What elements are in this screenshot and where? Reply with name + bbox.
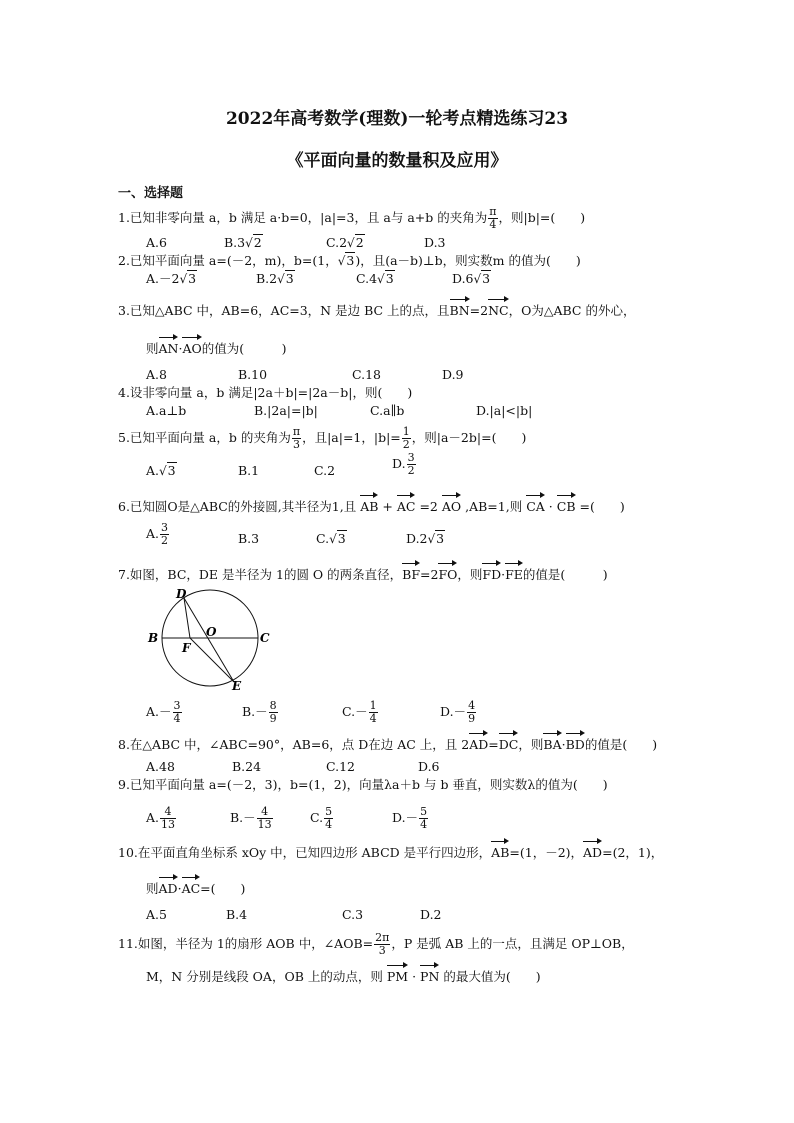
question-4: 4.设非零向量 a，b 满足|2a＋b|=|2a－b|，则( ) <box>118 385 413 400</box>
option-d: D.2 <box>420 907 442 922</box>
section-heading: 一、选择题 <box>118 186 184 201</box>
label-b: B <box>148 631 159 645</box>
option-d: D.3 <box>424 235 446 250</box>
option-b: B.3 <box>238 531 260 546</box>
option-d: D.－ $\frac{4}{9}$ <box>440 699 476 725</box>
option-a: A.－2√3 <box>146 271 197 286</box>
page-title: 2022年高考数学(理数)一轮考点精选练习23 <box>225 109 569 129</box>
option-a: A.5 <box>146 907 167 922</box>
option-c: C.2√2 <box>326 235 364 250</box>
label-f: F <box>182 641 191 655</box>
option-b: B.－ $\frac{4}{13}$ <box>230 805 272 831</box>
option-a: A.－ $\frac{3}{4}$ <box>146 699 181 725</box>
option-d: D.6√3 <box>452 271 491 286</box>
option-a: A. $\frac{4}{13}$ <box>146 805 176 831</box>
option-d: D.2√3 <box>406 531 445 546</box>
question-9: 9.已知平面向量 a=(－2，3)，b=(1，2)，向量λa＋b 与 b 垂直，则实数λ的值为( ) <box>118 777 608 792</box>
question-6: 6.已知圆O是△ABC的外接圆,其半径为1,且 AB + AC =2 AO ,AB=1,则 CA · CB =( ) <box>118 496 625 516</box>
label-d: D <box>176 587 187 601</box>
question-5: 5.已知平面向量 a，b 的夹角为 $\frac{\pi}{3}$ ，且|a|=1，|b|= $\frac{1}{2}$ ，则|a－2b|=( ) <box>118 425 527 451</box>
option-b: B.10 <box>238 367 268 382</box>
circle-diagram <box>146 586 276 690</box>
question-10: 10.在平面直角坐标系 xOy 中，已知四边形 ABCD 是平行四边形，AB=(1，－2)，AD=(2，1)， <box>118 842 663 862</box>
option-b: B.－ $\frac{8}{9}$ <box>242 699 277 725</box>
question-11: 11.如图，半径为 1的扇形 AOB 中，∠AOB= $\frac{2\pi}{3}$ ，P 是弧 AB 上的一点，且满足 OP⊥OB， <box>118 931 634 957</box>
option-b: B.3√2 <box>224 235 262 250</box>
option-c: C.2 <box>314 463 336 478</box>
fraction: $\frac{\pi}{4}$ <box>489 205 497 231</box>
option-c: C. $\frac{5}{4}$ <box>310 805 333 831</box>
option-b: B.2√3 <box>256 271 294 286</box>
option-d: D.9 <box>442 367 464 382</box>
question-2: 2.已知平面向量 a=(－2，m)，b=(1，√3)，且(a－b)⊥b，则实数m 的值为( ) <box>118 253 581 268</box>
option-d: D.－ $\frac{5}{4}$ <box>392 805 428 831</box>
option-c: C.4√3 <box>356 271 394 286</box>
question-7: 7.如图，BC，DE 是半径为 1的圆 O 的两条直径，BF=2FO，则FD·FE的值是( ) <box>118 564 608 584</box>
label-o: O <box>206 625 217 639</box>
question-3-line-2: 则AN·AO的值为( ) <box>146 338 287 358</box>
option-b: B.4 <box>226 907 248 922</box>
option-a: A.8 <box>146 367 167 382</box>
option-c: C.√3 <box>316 531 346 546</box>
option-d: D.|a|<|b| <box>476 403 533 418</box>
question-3: 3.已知△ABC 中，AB=6，AC=3，N 是边 BC 上的点，且BN=2NC，O为△ABC 的外心， <box>118 300 635 320</box>
option-c: C.－ $\frac{1}{4}$ <box>342 699 377 725</box>
option-c: C.3 <box>342 907 364 922</box>
option-a: A.6 <box>146 235 167 250</box>
option-a: A. $\frac{3}{2}$ <box>146 521 169 547</box>
label-e: E <box>232 679 242 690</box>
option-a: A.√3 <box>146 463 176 478</box>
question-8: 8.在△ABC 中，∠ABC=90°，AB=6，点 D在边 AC 上，且 2AD=DC，则BA·BD的值是( ) <box>118 734 657 754</box>
option-a: A.48 <box>146 759 175 774</box>
question-11-line-2: M，N 分别是线段 OA，OB 上的动点，则 PM · PN 的最大值为( ) <box>146 966 541 986</box>
option-a: A.a⊥b <box>146 403 187 418</box>
question-1: 1.已知非零向量 a，b 满足 a·b=0，|a|=3，且 a与 a+b 的夹角为 $\frac{\pi}{4}$ ，则|b|=( ) <box>118 205 586 231</box>
option-b: B.1 <box>238 463 260 478</box>
option-d: D.6 <box>418 759 440 774</box>
page-subtitle: 《平面向量的数量积及应用》 <box>286 151 508 171</box>
option-b: B.24 <box>232 759 262 774</box>
option-c: C.18 <box>352 367 381 382</box>
option-c: C.12 <box>326 759 355 774</box>
option-b: B.|2a|=|b| <box>254 403 318 418</box>
label-c: C <box>260 631 270 645</box>
option-c: C.a∥b <box>370 403 405 418</box>
question-10-line-2: 则AD·AC=( ) <box>146 878 245 898</box>
option-d: D. $\frac{3}{2}$ <box>392 451 415 477</box>
